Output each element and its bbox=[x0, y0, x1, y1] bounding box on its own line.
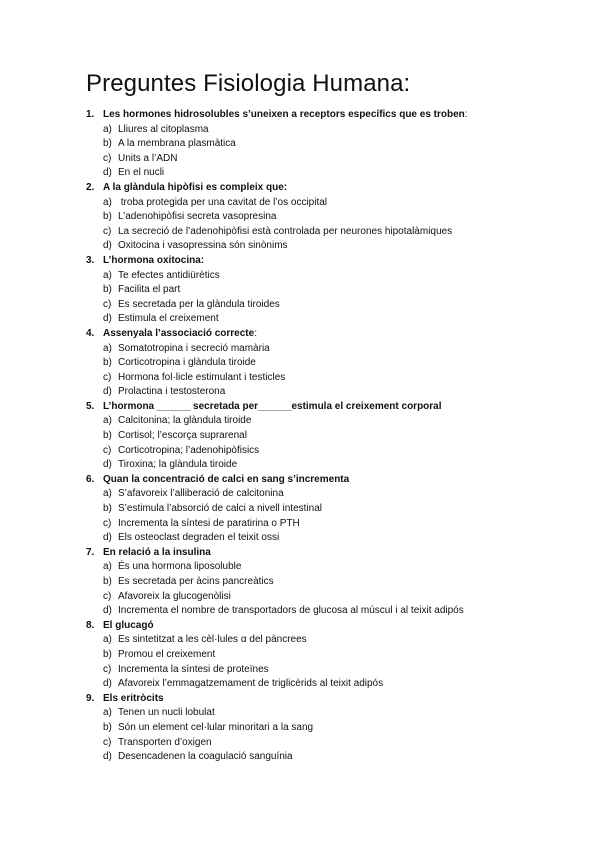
question-text-main: Els eritròcits bbox=[103, 692, 164, 704]
option-letter: b) bbox=[103, 503, 112, 515]
question-3 bbox=[86, 254, 586, 269]
question-number: 2. bbox=[86, 181, 95, 193]
option-letter: a) bbox=[103, 707, 112, 719]
question-text bbox=[103, 473, 349, 488]
question-text-tail: : bbox=[464, 109, 468, 120]
answer-option bbox=[86, 414, 586, 429]
option-text: Es secretada per àcins pancreàtics bbox=[118, 576, 274, 587]
question-text bbox=[103, 692, 164, 707]
option-letter: b) bbox=[103, 648, 112, 660]
question-8 bbox=[86, 619, 586, 634]
option-text: S’afavoreix l’alliberació de calcitonina bbox=[118, 488, 284, 500]
question-5 bbox=[86, 400, 586, 415]
answer-option bbox=[86, 356, 586, 371]
option-text: Corticotropina; l’adenohipòfisics bbox=[118, 444, 260, 456]
answer-option bbox=[86, 123, 586, 138]
option-letter: d) bbox=[103, 678, 112, 690]
option-letter: c) bbox=[103, 371, 112, 383]
option-letter: a) bbox=[103, 488, 112, 500]
question-text bbox=[103, 254, 204, 269]
option-letter: d) bbox=[103, 751, 112, 763]
answer-option bbox=[86, 736, 586, 751]
option-letter: d) bbox=[103, 240, 112, 252]
option-letter: d) bbox=[103, 459, 112, 471]
option-text: Te efectes antidiürètics bbox=[118, 269, 220, 281]
question-2 bbox=[86, 181, 586, 196]
answer-option bbox=[86, 458, 586, 473]
question-number: 5. bbox=[86, 400, 95, 412]
option-letter: b) bbox=[103, 430, 112, 442]
option-text: troba protegida per una cavitat de l’os occipital bbox=[118, 196, 328, 208]
option-letter: d) bbox=[103, 313, 112, 325]
question-text bbox=[103, 181, 287, 196]
option-text: Incrementa la síntesi de paratirina o PTH bbox=[118, 517, 300, 529]
question-4 bbox=[86, 327, 586, 342]
option-text: A la membrana plasmàtica bbox=[118, 138, 236, 150]
option-letter: c) bbox=[103, 736, 112, 748]
answer-option bbox=[86, 210, 586, 225]
question-text-main: Les hormones hidrosolubles s’uneixen a receptors específics que es troben bbox=[103, 109, 465, 120]
option-text: És una hormona liposoluble bbox=[118, 561, 242, 573]
answer-option bbox=[86, 152, 586, 167]
option-text: Estimula el creixement bbox=[118, 313, 219, 325]
option-text: Incrementa la síntesi de proteïnes bbox=[118, 663, 269, 675]
option-text: Es sintetitzat a les cèl·lules α del pàncrees bbox=[118, 634, 307, 646]
answer-option bbox=[86, 429, 586, 444]
answer-option bbox=[86, 342, 586, 357]
question-number: 4. bbox=[86, 327, 95, 339]
question-1 bbox=[86, 108, 586, 123]
question-text-main: Assenyala l’associació correcte bbox=[103, 327, 255, 339]
option-letter: d) bbox=[103, 386, 112, 398]
option-text: Es secretada per la glàndula tiroides bbox=[118, 298, 280, 310]
question-text-main: L’hormona oxitocina: bbox=[103, 254, 205, 266]
answer-option bbox=[86, 502, 586, 517]
question-text bbox=[103, 400, 442, 415]
answer-option bbox=[86, 196, 586, 211]
question-6 bbox=[86, 473, 586, 488]
question-text bbox=[103, 546, 211, 561]
option-text: Els osteoclast degraden el teixit ossi bbox=[118, 532, 280, 544]
question-7 bbox=[86, 546, 586, 561]
option-letter: a) bbox=[103, 415, 112, 427]
option-letter: c) bbox=[103, 663, 112, 675]
question-text-tail: : bbox=[254, 327, 257, 339]
answer-option bbox=[86, 312, 586, 327]
option-letter: b) bbox=[103, 721, 112, 733]
option-letter: a) bbox=[103, 269, 112, 281]
option-text: Afavoreix l’emmagatzemament de triglicèrids al teixit adipós bbox=[118, 678, 384, 690]
option-text: La secreció de l’adenohipòfisi està controlada per neurones hipotalàmiques bbox=[118, 225, 453, 237]
option-letter: d) bbox=[103, 605, 112, 617]
option-text: S’estimula l’absorció de calci a nivell intestinal bbox=[118, 503, 322, 515]
question-text bbox=[103, 327, 257, 342]
answer-option bbox=[86, 633, 586, 648]
option-letter: d) bbox=[103, 167, 112, 179]
answer-option bbox=[86, 706, 586, 721]
option-text: Cortisol; l’escorça suprarenal bbox=[118, 430, 247, 442]
answer-option bbox=[86, 677, 586, 692]
option-letter: b) bbox=[103, 284, 112, 296]
answer-option bbox=[86, 371, 586, 386]
question-text-main: El glucagó bbox=[103, 619, 154, 631]
answer-option bbox=[86, 166, 586, 181]
answer-option bbox=[86, 531, 586, 546]
question-number: 1. bbox=[86, 109, 95, 120]
question-text-main: Quan la concentració de calci en sang s’incrementa bbox=[103, 473, 350, 485]
question-text-main: L’hormona ______ secretada per______estimula el creixement corporal bbox=[103, 400, 442, 412]
answer-option bbox=[86, 721, 586, 736]
option-text: L’adenohipòfisi secreta vasopresina bbox=[118, 211, 277, 223]
question-text-main: A la glàndula hipòfisi es compleix que: bbox=[103, 181, 288, 193]
answer-option bbox=[86, 385, 586, 400]
answer-option bbox=[86, 283, 586, 298]
option-letter: a) bbox=[103, 561, 112, 573]
option-letter: a) bbox=[103, 342, 112, 354]
answer-option bbox=[86, 604, 586, 619]
option-letter: c) bbox=[103, 152, 112, 164]
answer-option bbox=[86, 590, 586, 605]
option-text: Desencadenen la coagulació sanguínia bbox=[118, 751, 293, 763]
option-letter: c) bbox=[103, 444, 112, 456]
answer-option bbox=[86, 225, 586, 240]
option-letter: c) bbox=[103, 225, 112, 237]
question-number: 3. bbox=[86, 254, 95, 266]
option-text: Promou el creixement bbox=[118, 648, 216, 660]
option-letter: b) bbox=[103, 138, 112, 150]
question-text bbox=[103, 108, 468, 123]
option-text: Corticotropina i glàndula tiroide bbox=[118, 357, 256, 369]
option-text: Lliures al citoplasma bbox=[118, 123, 209, 135]
option-text: Facilita el part bbox=[118, 284, 181, 296]
question-number: 8. bbox=[86, 619, 95, 631]
answer-option bbox=[86, 575, 586, 590]
option-text: Calcitonina; la glàndula tiroide bbox=[118, 415, 252, 427]
question-text-main: En relació a la insulina bbox=[103, 546, 211, 558]
answer-option bbox=[86, 137, 586, 152]
option-letter: a) bbox=[103, 634, 112, 646]
option-text: Incrementa el nombre de transportadors de glucosa al múscul i al teixit adipós bbox=[118, 605, 464, 617]
option-letter: c) bbox=[103, 517, 112, 529]
option-letter: b) bbox=[103, 357, 112, 369]
option-text: Són un element cel·lular minoritari a la sang bbox=[118, 721, 314, 733]
question-list bbox=[86, 108, 586, 765]
answer-option bbox=[86, 298, 586, 313]
option-text: Hormona fol·licle estimulant i testicles bbox=[118, 371, 286, 383]
option-letter: b) bbox=[103, 211, 112, 223]
option-text: Oxitocina i vasopressina són sinònims bbox=[118, 240, 288, 252]
answer-option bbox=[86, 648, 586, 663]
answer-option bbox=[86, 663, 586, 678]
question-number: 6. bbox=[86, 473, 95, 485]
option-letter: a) bbox=[103, 123, 112, 135]
option-letter: b) bbox=[103, 576, 112, 587]
question-number: 9. bbox=[86, 692, 95, 704]
question-9 bbox=[86, 692, 586, 707]
answer-option bbox=[86, 750, 586, 765]
answer-option bbox=[86, 560, 586, 575]
option-text: Tenen un nucli lobulat bbox=[118, 707, 215, 719]
answer-option bbox=[86, 444, 586, 459]
option-letter: c) bbox=[103, 590, 112, 602]
answer-option bbox=[86, 239, 586, 254]
answer-option bbox=[86, 517, 586, 532]
option-letter: a) bbox=[103, 196, 112, 208]
question-number: 7. bbox=[86, 546, 95, 558]
question-text bbox=[103, 619, 154, 634]
option-text: En el nucli bbox=[118, 167, 165, 179]
option-text: Prolactina i testosterona bbox=[118, 386, 226, 398]
option-text: Tiroxina; la glàndula tiroide bbox=[118, 459, 238, 471]
answer-option bbox=[86, 269, 586, 284]
answer-option bbox=[86, 487, 586, 502]
option-text: Afavoreix la glucogenòlisi bbox=[118, 590, 231, 602]
option-letter: d) bbox=[103, 532, 112, 544]
option-letter: c) bbox=[103, 298, 112, 310]
option-text: Somatotropina i secreció mamària bbox=[118, 342, 270, 354]
option-text: Transporten d’oxigen bbox=[118, 736, 212, 748]
option-text: Units a l’ADN bbox=[118, 152, 178, 164]
page-title: Preguntes Fisiologia Humana: bbox=[86, 70, 411, 97]
